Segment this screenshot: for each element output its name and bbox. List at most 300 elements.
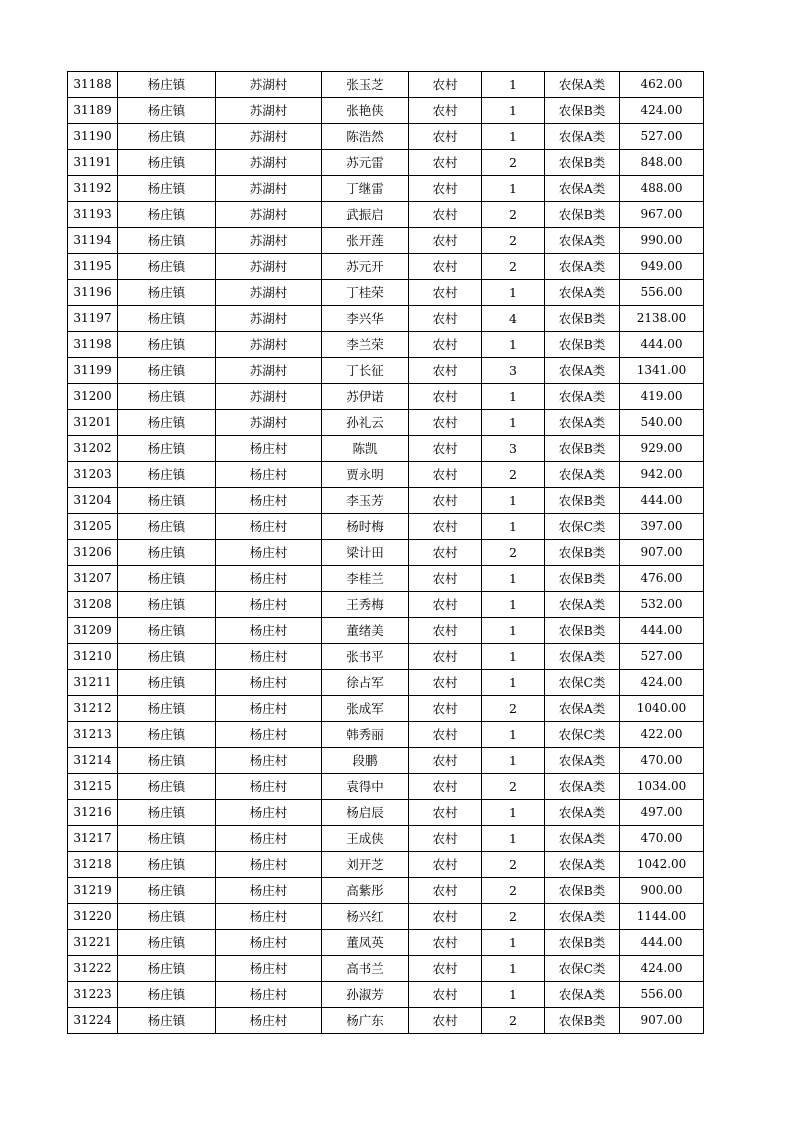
cell-household-count: 1 — [482, 930, 545, 956]
cell-person-name: 李玉芳 — [322, 488, 409, 514]
cell-village: 杨庄村 — [216, 774, 322, 800]
cell-area-type: 农村 — [409, 306, 482, 332]
cell-area-type: 农村 — [409, 696, 482, 722]
cell-person-name: 梁计田 — [322, 540, 409, 566]
cell-person-name: 陈凯 — [322, 436, 409, 462]
cell-village: 苏湖村 — [216, 124, 322, 150]
cell-village: 杨庄村 — [216, 644, 322, 670]
cell-person-name: 李兴华 — [322, 306, 409, 332]
cell-town: 杨庄镇 — [118, 306, 216, 332]
cell-insurance-category: 农保A类 — [545, 410, 620, 436]
cell-area-type: 农村 — [409, 930, 482, 956]
cell-area-type: 农村 — [409, 228, 482, 254]
cell-insurance-category: 农保A类 — [545, 124, 620, 150]
cell-amount: 900.00 — [620, 878, 704, 904]
cell-insurance-category: 农保A类 — [545, 228, 620, 254]
cell-record-id: 31213 — [68, 722, 118, 748]
cell-area-type: 农村 — [409, 150, 482, 176]
cell-record-id: 31191 — [68, 150, 118, 176]
cell-amount: 1341.00 — [620, 358, 704, 384]
cell-household-count: 1 — [482, 72, 545, 98]
table-row — [68, 410, 704, 436]
cell-person-name: 李兰荣 — [322, 332, 409, 358]
table-row — [68, 488, 704, 514]
cell-village: 杨庄村 — [216, 800, 322, 826]
cell-village: 杨庄村 — [216, 540, 322, 566]
cell-person-name: 孙淑芳 — [322, 982, 409, 1008]
cell-amount: 929.00 — [620, 436, 704, 462]
cell-record-id: 31195 — [68, 254, 118, 280]
cell-record-id: 31211 — [68, 670, 118, 696]
cell-town: 杨庄镇 — [118, 800, 216, 826]
cell-insurance-category: 农保C类 — [545, 670, 620, 696]
cell-person-name: 王秀梅 — [322, 592, 409, 618]
cell-household-count: 1 — [482, 98, 545, 124]
cell-town: 杨庄镇 — [118, 202, 216, 228]
cell-amount: 1144.00 — [620, 904, 704, 930]
cell-town: 杨庄镇 — [118, 280, 216, 306]
cell-village: 杨庄村 — [216, 1008, 322, 1034]
cell-insurance-category: 农保A类 — [545, 982, 620, 1008]
cell-record-id: 31204 — [68, 488, 118, 514]
cell-record-id: 31219 — [68, 878, 118, 904]
cell-household-count: 1 — [482, 566, 545, 592]
cell-town: 杨庄镇 — [118, 826, 216, 852]
cell-town: 杨庄镇 — [118, 1008, 216, 1034]
cell-village: 苏湖村 — [216, 150, 322, 176]
table-row — [68, 254, 704, 280]
cell-village: 苏湖村 — [216, 306, 322, 332]
cell-record-id: 31215 — [68, 774, 118, 800]
cell-household-count: 3 — [482, 436, 545, 462]
cell-village: 杨庄村 — [216, 904, 322, 930]
table-row — [68, 150, 704, 176]
records-table — [67, 71, 704, 1034]
cell-village: 苏湖村 — [216, 72, 322, 98]
table-row — [68, 228, 704, 254]
cell-town: 杨庄镇 — [118, 748, 216, 774]
cell-area-type: 农村 — [409, 488, 482, 514]
cell-village: 苏湖村 — [216, 98, 322, 124]
cell-area-type: 农村 — [409, 358, 482, 384]
cell-town: 杨庄镇 — [118, 332, 216, 358]
cell-area-type: 农村 — [409, 72, 482, 98]
cell-village: 杨庄村 — [216, 670, 322, 696]
cell-village: 杨庄村 — [216, 956, 322, 982]
cell-record-id: 31206 — [68, 540, 118, 566]
cell-village: 杨庄村 — [216, 930, 322, 956]
cell-amount: 527.00 — [620, 644, 704, 670]
cell-amount: 907.00 — [620, 540, 704, 566]
cell-person-name: 杨兴红 — [322, 904, 409, 930]
cell-household-count: 1 — [482, 332, 545, 358]
cell-record-id: 31209 — [68, 618, 118, 644]
cell-town: 杨庄镇 — [118, 592, 216, 618]
cell-person-name: 苏伊诺 — [322, 384, 409, 410]
cell-area-type: 农村 — [409, 852, 482, 878]
cell-town: 杨庄镇 — [118, 540, 216, 566]
cell-record-id: 31208 — [68, 592, 118, 618]
cell-person-name: 董凤英 — [322, 930, 409, 956]
cell-amount: 444.00 — [620, 332, 704, 358]
cell-person-name: 徐占军 — [322, 670, 409, 696]
cell-insurance-category: 农保B类 — [545, 436, 620, 462]
cell-amount: 1042.00 — [620, 852, 704, 878]
cell-amount: 532.00 — [620, 592, 704, 618]
cell-village: 杨庄村 — [216, 618, 322, 644]
cell-amount: 424.00 — [620, 670, 704, 696]
cell-area-type: 农村 — [409, 124, 482, 150]
cell-amount: 990.00 — [620, 228, 704, 254]
cell-record-id: 31212 — [68, 696, 118, 722]
cell-area-type: 农村 — [409, 982, 482, 1008]
cell-insurance-category: 农保B类 — [545, 202, 620, 228]
cell-area-type: 农村 — [409, 566, 482, 592]
cell-insurance-category: 农保C类 — [545, 722, 620, 748]
cell-person-name: 袁得中 — [322, 774, 409, 800]
table-row — [68, 306, 704, 332]
cell-insurance-category: 农保B类 — [545, 98, 620, 124]
cell-area-type: 农村 — [409, 280, 482, 306]
cell-person-name: 董绪美 — [322, 618, 409, 644]
cell-town: 杨庄镇 — [118, 72, 216, 98]
cell-amount: 424.00 — [620, 956, 704, 982]
cell-person-name: 张艳侠 — [322, 98, 409, 124]
cell-amount: 462.00 — [620, 72, 704, 98]
cell-area-type: 农村 — [409, 540, 482, 566]
cell-household-count: 3 — [482, 358, 545, 384]
cell-town: 杨庄镇 — [118, 488, 216, 514]
cell-town: 杨庄镇 — [118, 852, 216, 878]
cell-town: 杨庄镇 — [118, 670, 216, 696]
cell-household-count: 2 — [482, 696, 545, 722]
cell-area-type: 农村 — [409, 722, 482, 748]
table-row — [68, 592, 704, 618]
cell-insurance-category: 农保B类 — [545, 878, 620, 904]
cell-record-id: 31224 — [68, 1008, 118, 1034]
cell-record-id: 31202 — [68, 436, 118, 462]
cell-town: 杨庄镇 — [118, 514, 216, 540]
table-row — [68, 566, 704, 592]
cell-person-name: 杨广东 — [322, 1008, 409, 1034]
cell-record-id: 31210 — [68, 644, 118, 670]
cell-amount: 470.00 — [620, 748, 704, 774]
cell-person-name: 武振启 — [322, 202, 409, 228]
cell-amount: 444.00 — [620, 618, 704, 644]
cell-town: 杨庄镇 — [118, 644, 216, 670]
cell-village: 杨庄村 — [216, 878, 322, 904]
cell-area-type: 农村 — [409, 774, 482, 800]
cell-amount: 1040.00 — [620, 696, 704, 722]
cell-area-type: 农村 — [409, 202, 482, 228]
cell-insurance-category: 农保C类 — [545, 956, 620, 982]
cell-town: 杨庄镇 — [118, 878, 216, 904]
cell-insurance-category: 农保A类 — [545, 748, 620, 774]
table-row — [68, 982, 704, 1008]
table-row — [68, 644, 704, 670]
table-row — [68, 540, 704, 566]
cell-town: 杨庄镇 — [118, 124, 216, 150]
cell-person-name: 陈浩然 — [322, 124, 409, 150]
cell-village: 苏湖村 — [216, 332, 322, 358]
cell-record-id: 31190 — [68, 124, 118, 150]
cell-area-type: 农村 — [409, 436, 482, 462]
table-row — [68, 72, 704, 98]
cell-area-type: 农村 — [409, 98, 482, 124]
cell-record-id: 31198 — [68, 332, 118, 358]
table-row — [68, 618, 704, 644]
cell-village: 杨庄村 — [216, 982, 322, 1008]
cell-area-type: 农村 — [409, 254, 482, 280]
cell-town: 杨庄镇 — [118, 150, 216, 176]
cell-person-name: 贾永明 — [322, 462, 409, 488]
cell-household-count: 2 — [482, 228, 545, 254]
table-row — [68, 462, 704, 488]
cell-area-type: 农村 — [409, 410, 482, 436]
cell-household-count: 1 — [482, 410, 545, 436]
cell-record-id: 31201 — [68, 410, 118, 436]
cell-record-id: 31194 — [68, 228, 118, 254]
cell-person-name: 李桂兰 — [322, 566, 409, 592]
cell-household-count: 4 — [482, 306, 545, 332]
cell-household-count: 1 — [482, 800, 545, 826]
cell-area-type: 农村 — [409, 1008, 482, 1034]
cell-household-count: 2 — [482, 878, 545, 904]
cell-town: 杨庄镇 — [118, 982, 216, 1008]
table-row — [68, 904, 704, 930]
cell-area-type: 农村 — [409, 514, 482, 540]
cell-household-count: 1 — [482, 124, 545, 150]
cell-town: 杨庄镇 — [118, 722, 216, 748]
cell-amount: 949.00 — [620, 254, 704, 280]
cell-person-name: 韩秀丽 — [322, 722, 409, 748]
cell-person-name: 段鹏 — [322, 748, 409, 774]
cell-village: 苏湖村 — [216, 358, 322, 384]
cell-amount: 476.00 — [620, 566, 704, 592]
cell-amount: 1034.00 — [620, 774, 704, 800]
cell-village: 杨庄村 — [216, 436, 322, 462]
cell-insurance-category: 农保A类 — [545, 852, 620, 878]
table-row — [68, 332, 704, 358]
cell-household-count: 1 — [482, 592, 545, 618]
cell-insurance-category: 农保B类 — [545, 488, 620, 514]
cell-household-count: 2 — [482, 150, 545, 176]
cell-person-name: 高紫彤 — [322, 878, 409, 904]
cell-record-id: 31192 — [68, 176, 118, 202]
cell-insurance-category: 农保A类 — [545, 462, 620, 488]
cell-insurance-category: 农保A类 — [545, 800, 620, 826]
cell-record-id: 31203 — [68, 462, 118, 488]
cell-record-id: 31222 — [68, 956, 118, 982]
table-row — [68, 384, 704, 410]
cell-town: 杨庄镇 — [118, 462, 216, 488]
cell-insurance-category: 农保A类 — [545, 72, 620, 98]
cell-amount: 527.00 — [620, 124, 704, 150]
cell-town: 杨庄镇 — [118, 410, 216, 436]
cell-household-count: 1 — [482, 826, 545, 852]
cell-person-name: 张成军 — [322, 696, 409, 722]
cell-person-name: 杨时梅 — [322, 514, 409, 540]
cell-amount: 470.00 — [620, 826, 704, 852]
table-row — [68, 878, 704, 904]
cell-town: 杨庄镇 — [118, 904, 216, 930]
cell-town: 杨庄镇 — [118, 384, 216, 410]
cell-village: 苏湖村 — [216, 280, 322, 306]
cell-insurance-category: 农保B类 — [545, 332, 620, 358]
table-row — [68, 722, 704, 748]
table-row — [68, 930, 704, 956]
table-row — [68, 202, 704, 228]
cell-area-type: 农村 — [409, 176, 482, 202]
cell-record-id: 31218 — [68, 852, 118, 878]
table-row — [68, 98, 704, 124]
cell-amount: 397.00 — [620, 514, 704, 540]
cell-person-name: 苏元雷 — [322, 150, 409, 176]
table-row — [68, 436, 704, 462]
cell-household-count: 1 — [482, 748, 545, 774]
cell-person-name: 张玉芝 — [322, 72, 409, 98]
cell-town: 杨庄镇 — [118, 98, 216, 124]
cell-person-name: 杨启辰 — [322, 800, 409, 826]
cell-insurance-category: 农保A类 — [545, 280, 620, 306]
cell-insurance-category: 农保B类 — [545, 566, 620, 592]
cell-person-name: 丁继雷 — [322, 176, 409, 202]
cell-village: 杨庄村 — [216, 852, 322, 878]
cell-village: 杨庄村 — [216, 748, 322, 774]
table-row — [68, 280, 704, 306]
table-row — [68, 358, 704, 384]
cell-record-id: 31207 — [68, 566, 118, 592]
cell-record-id: 31205 — [68, 514, 118, 540]
cell-insurance-category: 农保A类 — [545, 644, 620, 670]
cell-area-type: 农村 — [409, 384, 482, 410]
cell-record-id: 31200 — [68, 384, 118, 410]
cell-amount: 444.00 — [620, 488, 704, 514]
cell-town: 杨庄镇 — [118, 618, 216, 644]
table-row — [68, 956, 704, 982]
cell-insurance-category: 农保A类 — [545, 774, 620, 800]
cell-household-count: 2 — [482, 774, 545, 800]
cell-household-count: 1 — [482, 670, 545, 696]
cell-town: 杨庄镇 — [118, 436, 216, 462]
table-row — [68, 748, 704, 774]
cell-village: 杨庄村 — [216, 826, 322, 852]
cell-village: 杨庄村 — [216, 592, 322, 618]
cell-household-count: 1 — [482, 644, 545, 670]
cell-record-id: 31214 — [68, 748, 118, 774]
cell-amount: 2138.00 — [620, 306, 704, 332]
cell-amount: 444.00 — [620, 930, 704, 956]
cell-insurance-category: 农保B类 — [545, 150, 620, 176]
cell-insurance-category: 农保A类 — [545, 826, 620, 852]
cell-household-count: 1 — [482, 514, 545, 540]
cell-household-count: 1 — [482, 982, 545, 1008]
cell-person-name: 刘开芝 — [322, 852, 409, 878]
cell-area-type: 农村 — [409, 670, 482, 696]
cell-area-type: 农村 — [409, 748, 482, 774]
cell-amount: 848.00 — [620, 150, 704, 176]
cell-person-name: 王成侠 — [322, 826, 409, 852]
cell-household-count: 1 — [482, 280, 545, 306]
cell-village: 杨庄村 — [216, 462, 322, 488]
cell-person-name: 孙礼云 — [322, 410, 409, 436]
cell-insurance-category: 农保A类 — [545, 176, 620, 202]
cell-amount: 497.00 — [620, 800, 704, 826]
cell-insurance-category: 农保A类 — [545, 696, 620, 722]
cell-person-name: 张开莲 — [322, 228, 409, 254]
cell-area-type: 农村 — [409, 592, 482, 618]
cell-insurance-category: 农保B类 — [545, 1008, 620, 1034]
cell-amount: 556.00 — [620, 982, 704, 1008]
cell-household-count: 2 — [482, 852, 545, 878]
cell-amount: 419.00 — [620, 384, 704, 410]
table-row — [68, 670, 704, 696]
cell-area-type: 农村 — [409, 904, 482, 930]
cell-village: 苏湖村 — [216, 202, 322, 228]
cell-record-id: 31197 — [68, 306, 118, 332]
cell-area-type: 农村 — [409, 462, 482, 488]
cell-amount: 556.00 — [620, 280, 704, 306]
cell-amount: 540.00 — [620, 410, 704, 436]
cell-area-type: 农村 — [409, 644, 482, 670]
cell-amount: 422.00 — [620, 722, 704, 748]
cell-record-id: 31217 — [68, 826, 118, 852]
cell-amount: 424.00 — [620, 98, 704, 124]
cell-household-count: 2 — [482, 904, 545, 930]
cell-insurance-category: 农保B类 — [545, 306, 620, 332]
cell-insurance-category: 农保C类 — [545, 514, 620, 540]
table-row — [68, 826, 704, 852]
cell-person-name: 高书兰 — [322, 956, 409, 982]
cell-record-id: 31199 — [68, 358, 118, 384]
cell-person-name: 丁桂荣 — [322, 280, 409, 306]
cell-record-id: 31188 — [68, 72, 118, 98]
cell-village: 杨庄村 — [216, 566, 322, 592]
table-row — [68, 800, 704, 826]
cell-town: 杨庄镇 — [118, 566, 216, 592]
cell-household-count: 2 — [482, 1008, 545, 1034]
cell-area-type: 农村 — [409, 826, 482, 852]
table-row — [68, 124, 704, 150]
cell-record-id: 31189 — [68, 98, 118, 124]
cell-town: 杨庄镇 — [118, 696, 216, 722]
cell-village: 杨庄村 — [216, 722, 322, 748]
cell-town: 杨庄镇 — [118, 254, 216, 280]
cell-record-id: 31193 — [68, 202, 118, 228]
cell-record-id: 31221 — [68, 930, 118, 956]
table-row — [68, 774, 704, 800]
cell-household-count: 2 — [482, 202, 545, 228]
cell-town: 杨庄镇 — [118, 358, 216, 384]
cell-household-count: 2 — [482, 462, 545, 488]
cell-person-name: 丁长征 — [322, 358, 409, 384]
cell-record-id: 31223 — [68, 982, 118, 1008]
cell-town: 杨庄镇 — [118, 774, 216, 800]
cell-record-id: 31216 — [68, 800, 118, 826]
records-table-body — [68, 72, 704, 1034]
cell-town: 杨庄镇 — [118, 930, 216, 956]
cell-area-type: 农村 — [409, 956, 482, 982]
cell-insurance-category: 农保B类 — [545, 540, 620, 566]
cell-insurance-category: 农保A类 — [545, 904, 620, 930]
cell-person-name: 张书平 — [322, 644, 409, 670]
cell-village: 苏湖村 — [216, 254, 322, 280]
cell-village: 苏湖村 — [216, 176, 322, 202]
cell-village: 苏湖村 — [216, 384, 322, 410]
cell-insurance-category: 农保A类 — [545, 592, 620, 618]
cell-household-count: 1 — [482, 956, 545, 982]
cell-village: 苏湖村 — [216, 228, 322, 254]
